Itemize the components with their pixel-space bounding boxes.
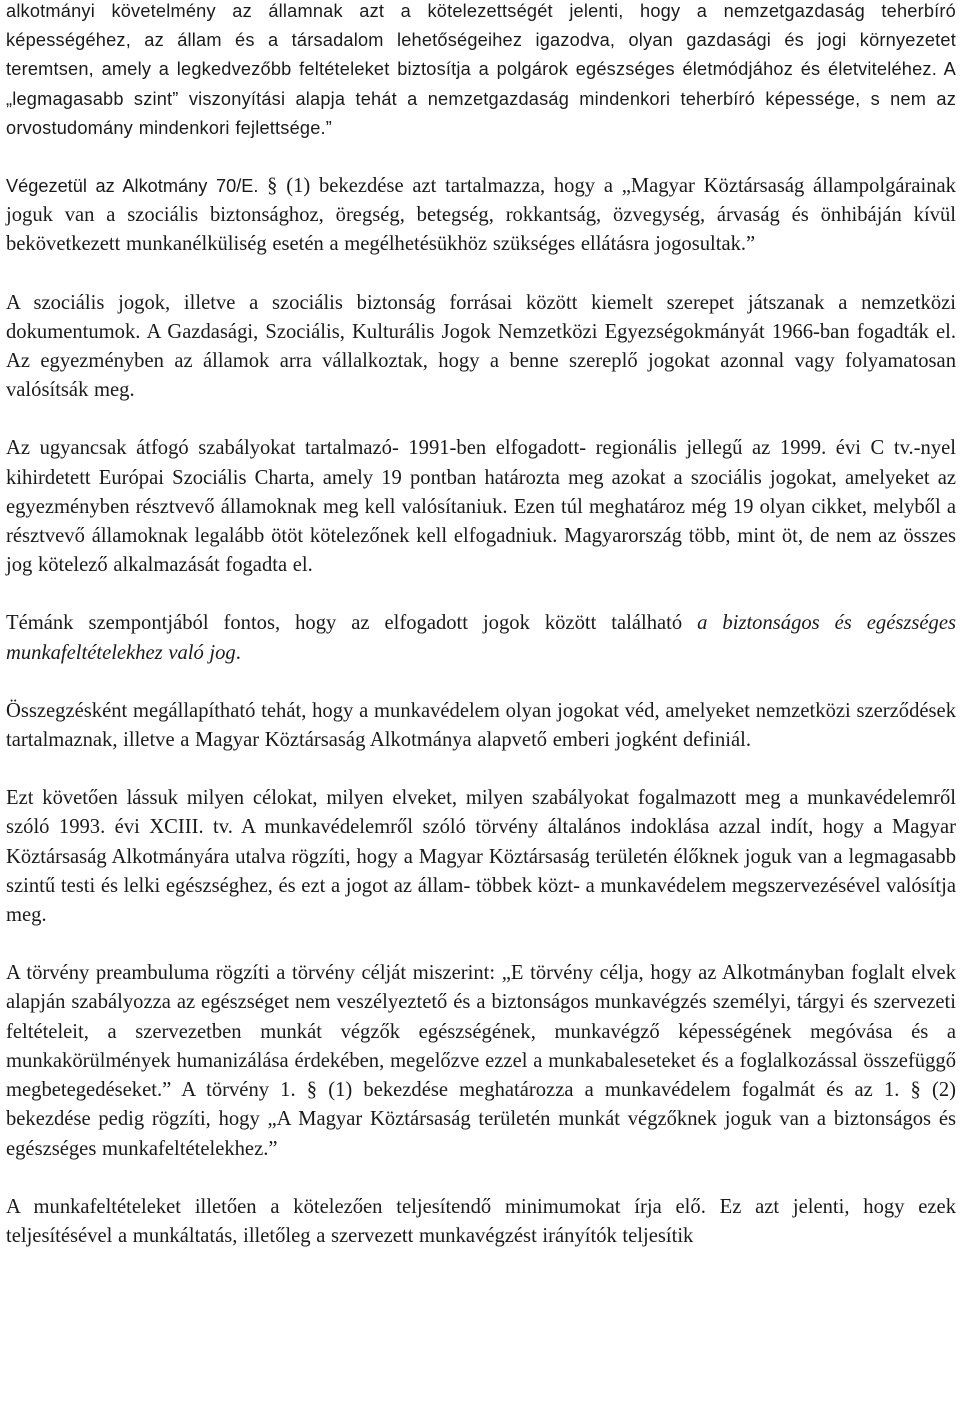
paragraph-end: . [235, 641, 241, 664]
paragraph-lead-text: Végezetül az Alkotmány 70/E. [6, 176, 259, 197]
paragraph-topic-relevance [6, 609, 956, 667]
paragraph-social-charter [6, 434, 956, 580]
paragraph-text: § (1) bekezdése azt tartalmazza, hogy a „Magyar Köztársaság állampolgárainak joguk van a szociális biztonsághoz, öregség, betegség, rokkantság, özvegység, árvaság és önhibáján kívül bekövetkezett munkanélküliség esetén a megélhetésükhöz szükséges ellátásra jogosultak.” [6, 175, 956, 256]
paragraph-minimum-requirements [6, 1193, 956, 1251]
paragraph-text: Összegzésként megállapítható tehát, hogy a munkavédelem olyan jogokat véd, amelyeket nemzetközi szerződések tartalmaznak, illetve a Magyar Köztársaság Alkotmánya alapvető emberi jogként definiál. [6, 699, 956, 752]
emphasized-right: a biztonságos és egészséges munkafeltételekhez való jog [6, 612, 956, 664]
paragraph-summary [6, 697, 956, 755]
paragraph-text: A munkafeltételeket illetően a kötelezően teljesítendő minimumokat írja elő. Ez azt jelenti, hogy ezek teljesítésével a munkáltatás, illetőleg a szervezett munkavégzést irányítók teljesítik [6, 1195, 956, 1247]
paragraph-text: Ezt követően lássuk milyen célokat, milyen elveket, milyen szabályokat fogalmazott meg a munkavédelemről szóló 1993. évi XCIII. tv. A munkavédelemről szóló törvény általános indoklása azzal indít, hogy a Magyar Köztársaság Alkotmányára utalva rögzíti, hogy a Magyar Köztársaság területén élőknek joguk van a legmagasabb szintű testi és lelki egészséghez, és ezt a jogot az állam- többek közt- a munkavédelem megszervezésével valósítja meg. [6, 787, 956, 927]
paragraph-act-1993 [6, 784, 956, 930]
paragraph-text: alkotmányi követelmény az államnak azt a kötelezettségét jelenti, hogy a nemzetgazdaság teherbíró képességéhez, az állam és a társadalom lehetőségeihez igazodva, olyan gazdasági és jogi környezetet teremtsen, amely a legkedvezőbb feltételeket biztosítja a polgárok egészséges életmódjához és életviteléhez. A „legmagasabb szint” viszonyítási alapja tehát a nemzetgazdaság mindenkori teherbíró képessége, s nem az orvostudomány mindenkori fejlettsége.” [6, 1, 956, 138]
paragraph-text: Témánk szempontjából fontos, hogy az elfogadott jogok között található [6, 612, 698, 635]
paragraph-constitutional-requirement [6, 0, 956, 143]
paragraph-article-70e [6, 172, 956, 260]
paragraph-text: Az ugyancsak átfogó szabályokat tartalmazó- 1991-ben elfogadott- regionális jellegű az 1999. évi C tv.-nyel kihirdetett Európai Szociális Charta, amely 19 pontban határozta meg azokat a szociális jogokat, amelyeket az egyezményben résztvevő államoknak meg kell valósítaniuk. Ezen túl meghatároz még 19 olyan cikket, melyből a résztvevő államoknak legalább ötöt kötelezőnek kell elfogadniuk. Magyarország több, mint öt, de nem az összes jog kötelező alkalmazását fogadta el. [6, 437, 956, 577]
paragraph-preamble [6, 959, 956, 1163]
paragraph-text: A szociális jogok, illetve a szociális biztonság forrásai között kiemelt szerepet játszanak a nemzetközi dokumentumok. A Gazdasági, Szociális, Kulturális Jogok Nemzetközi Egyezségokmányát 1966-ban fogadták el. Az egyezményben az államok arra vállalkoztak, hogy a benne szereplő jogokat azonnal vagy folyamatosan valósítsák meg. [6, 291, 956, 402]
paragraph-text: A törvény preambuluma rögzíti a törvény célját miszerint: „E törvény célja, hogy az Alkotmányban foglalt elvek alapján szabályozza az egészséget nem veszélyeztető és a biztonságos munkavégzés személyi, tárgyi és szervezeti feltételeit, a szervezetben munkát végzők egészségének, munkavégző képességének megóvása és a munkakörülmények humanizálása érdekében, megelőzve ezzel a munkabaleseteket és a foglalkozással összefüggő megbetegedéseket.” A törvény 1. § (1) bekezdése meghatározza a munkavédelem fogalmát és az 1. § (2) bekezdése pedig rögzíti, hogy „A Magyar Köztársaság területén munkát végzőknek joguk van a biztonságos és egészséges munkafeltételekhez.” [6, 962, 956, 1160]
paragraph-international-documents [6, 289, 956, 406]
